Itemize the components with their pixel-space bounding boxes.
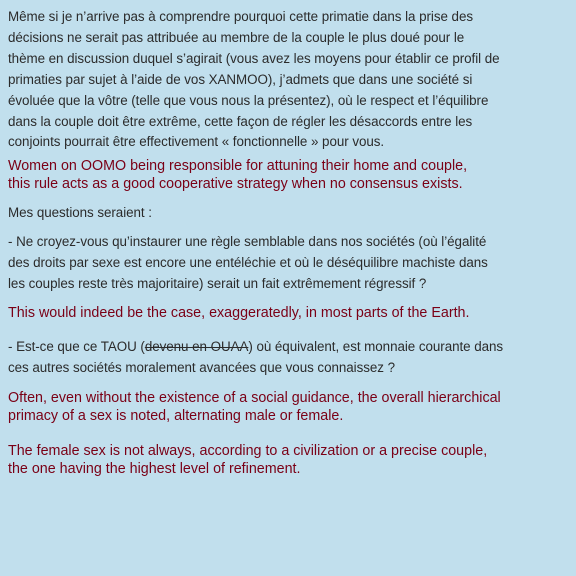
- text-line: des droits par sexe est encore une entéléchie et où le déséquilibre machiste dans: [8, 254, 488, 270]
- text-line: dans la couple doit être extrême, cette façon de régler les désaccords entre les: [8, 113, 473, 129]
- english-answer-1: [8, 157, 467, 193]
- text-line: conjoints pourrait être effectivement « fonctionnelle » pour vous.: [8, 134, 385, 150]
- english-answer-3: [8, 389, 501, 425]
- english-answer-2: This would indeed be the case, exaggeratedly, in most parts of the Earth.: [8, 305, 470, 321]
- text-line: - Ne croyez-vous qu’instaurer une règle semblable dans nos sociétés (où l’égalité: [8, 234, 487, 249]
- text-line: this rule acts as a good cooperative strategy when no consensus exists.: [8, 176, 463, 192]
- text-line: Often, even without the existence of a social guidance, the overall hierarchical: [8, 390, 501, 406]
- struck-text: devenu en OUAA: [144, 339, 249, 354]
- french-question-2: [8, 337, 503, 379]
- text-line: [8, 337, 503, 358]
- text-line: évoluée que la vôtre (telle que vous nous la présentez), où le respect et l’équilibre: [8, 92, 489, 108]
- text-line: Women on OOMO being responsible for attuning their home and couple,: [8, 158, 468, 174]
- french-paragraph-1: [8, 7, 500, 153]
- question-2-suffix: ) où équivalent, est monnaie courante dans: [248, 339, 504, 354]
- english-answer-4: [8, 442, 487, 478]
- text-line: primaties par sujet à l’aide de vos XANMOO), j’admets que dans une société si: [8, 71, 473, 87]
- french-question-1: [8, 232, 488, 295]
- question-2-prefix: - Est-ce que ce TAOU (: [8, 339, 145, 354]
- text-line: les couples reste très majoritaire) serait un fait extrêmement régressif ?: [8, 275, 427, 291]
- text-line: ces autres sociétés moralement avancées que vous connaissez ?: [8, 359, 395, 375]
- text-line: décisions ne serait pas attribuée au membre de la couple le plus doué pour le: [8, 29, 465, 45]
- text-line: the one having the highest level of refinement.: [8, 461, 301, 477]
- text-line: Même si je n’arrive pas à comprendre pourquoi cette primatie dans la prise des: [8, 9, 474, 24]
- text-line: thème en discussion duquel s’agirait (vous avez les moyens pour établir ce profil de: [8, 50, 500, 66]
- text-line: The female sex is not always, according to a civilization or a precise couple,: [8, 443, 488, 459]
- text-line: primacy of a sex is noted, alternating male or female.: [8, 408, 344, 424]
- questions-heading: Mes questions seraient :: [8, 205, 152, 220]
